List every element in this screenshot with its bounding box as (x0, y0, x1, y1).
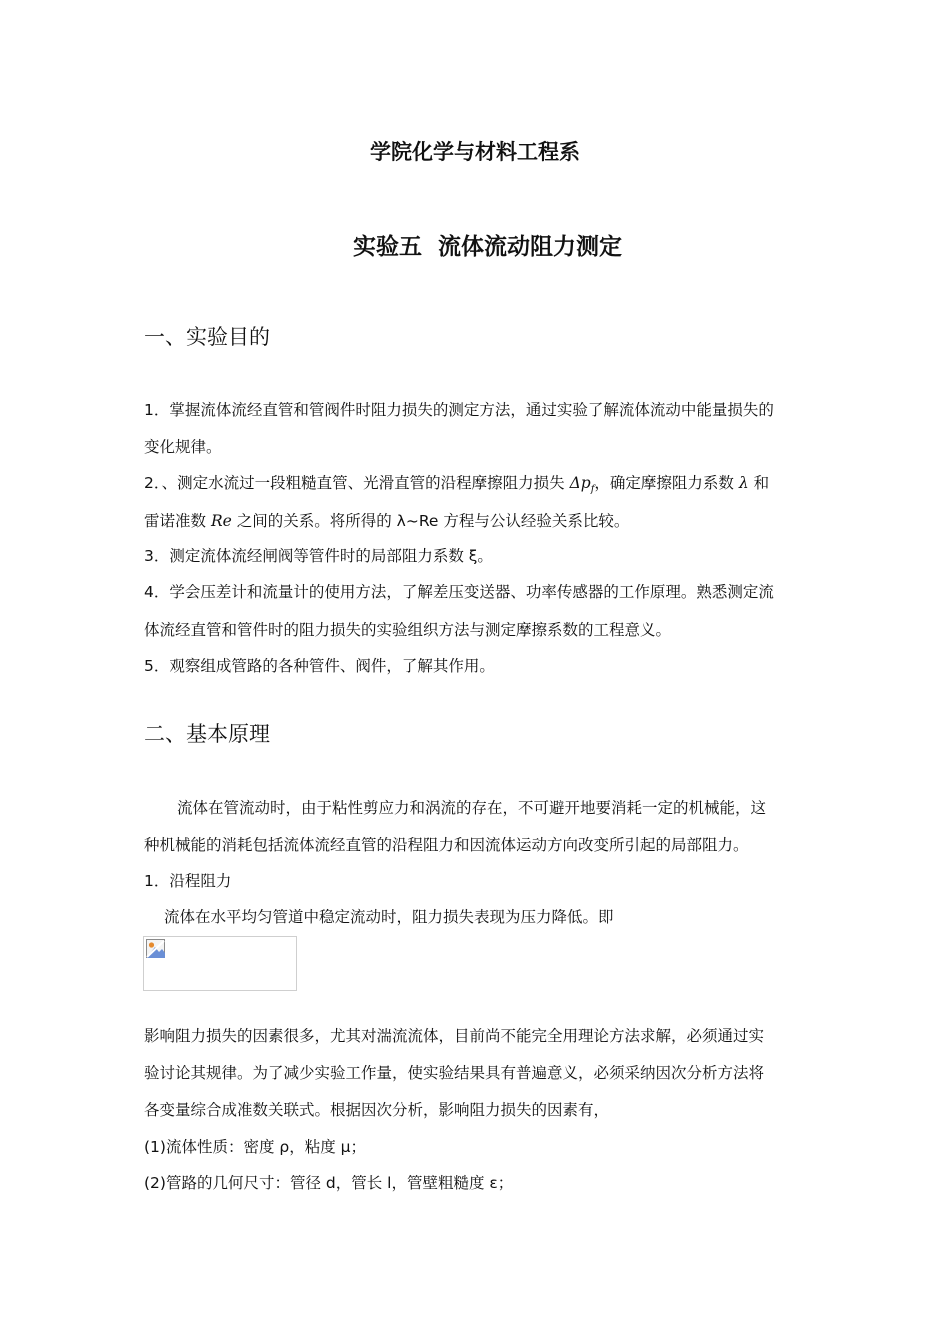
objective-line-5: 5．观察组成管路的各种管件、阀件，了解其作用。 (144, 657, 495, 675)
objective-line-2b: 雷诺准数 Re 之间的关系。将所得的 λ~Re 方程与公认经验关系比较。 (144, 512, 630, 530)
principle-para-2-line-1: 影响阻力损失的因素很多，尤其对湍流流体，目前尚不能完全用理论方法求解，必须通过实 (144, 1027, 765, 1045)
experiment-title (0, 228, 950, 261)
objective-line-4b: 体流经直管和管件时的阻力损失的实验组织方法与测定摩擦系数的工程意义。 (144, 621, 672, 639)
subheading-friction-loss: 1．沿程阻力 (144, 872, 232, 890)
objective-line-3: 3．测定流体流经闸阀等管件时的局部阻力系数 ξ。 (144, 547, 493, 565)
objective-line-1: 1．掌握流体流经直管和管阀件时阻力损失的测定方法，通过实验了解流体流动中能量损失的 (144, 401, 774, 419)
objective-line-1b: 变化规律。 (144, 438, 222, 456)
symbol-lambda: λ (738, 474, 749, 492)
experiment-number: 实验五 (353, 234, 422, 260)
section-heading-principles: 二、基本原理 (144, 722, 270, 746)
principle-para-2-line-2: 验讨论其规律。为了减少实验工作量，使实验结果具有普遍意义，必须采纳因次分析方法将 (144, 1064, 765, 1082)
section-heading-objectives: 一、实验目的 (144, 325, 270, 349)
symbol-delta-p: $\Delta p_f$ (569, 474, 595, 496)
experiment-name: 流体流动阻力测定 (438, 234, 622, 260)
objective-line-2: 2．、测定水流过一段粗糙直管、光滑直管的沿程摩擦阻力损失 $\Delta p_f$，确定摩擦阻力系数 λ 和 (144, 474, 770, 496)
formula-image (143, 936, 297, 991)
principle-para-1-line-1: 流体在管流动时，由于粘性剪应力和涡流的存在，不可避开地要消耗一定的机械能，这 (177, 799, 767, 817)
friction-loss-text: 流体在水平均匀管道中稳定流动时，阻力损失表现为压力降低。即 (164, 908, 614, 926)
department-heading: 学院化学与材料工程系 (370, 140, 580, 164)
factor-item-2: (2)管路的几何尺寸：管径 d，管长 l，管壁粗糙度 ε； (144, 1174, 514, 1192)
symbol-re: Re (210, 512, 232, 530)
factor-item-1: (1)流体性质：密度 ρ，粘度 μ； (144, 1138, 367, 1156)
objective-line-4: 4．学会压差计和流量计的使用方法，了解差压变送器、功率传感器的工作原理。熟悉测定流 (144, 583, 774, 601)
principle-para-1-line-2: 种机械能的消耗包括流体流经直管的沿程阻力和因流体运动方向改变所引起的局部阻力。 (144, 836, 749, 854)
principle-para-2-line-3: 各变量综合成准数关联式。根据因次分析，影响阻力损失的因素有， (144, 1101, 610, 1119)
broken-image-icon (146, 939, 166, 959)
